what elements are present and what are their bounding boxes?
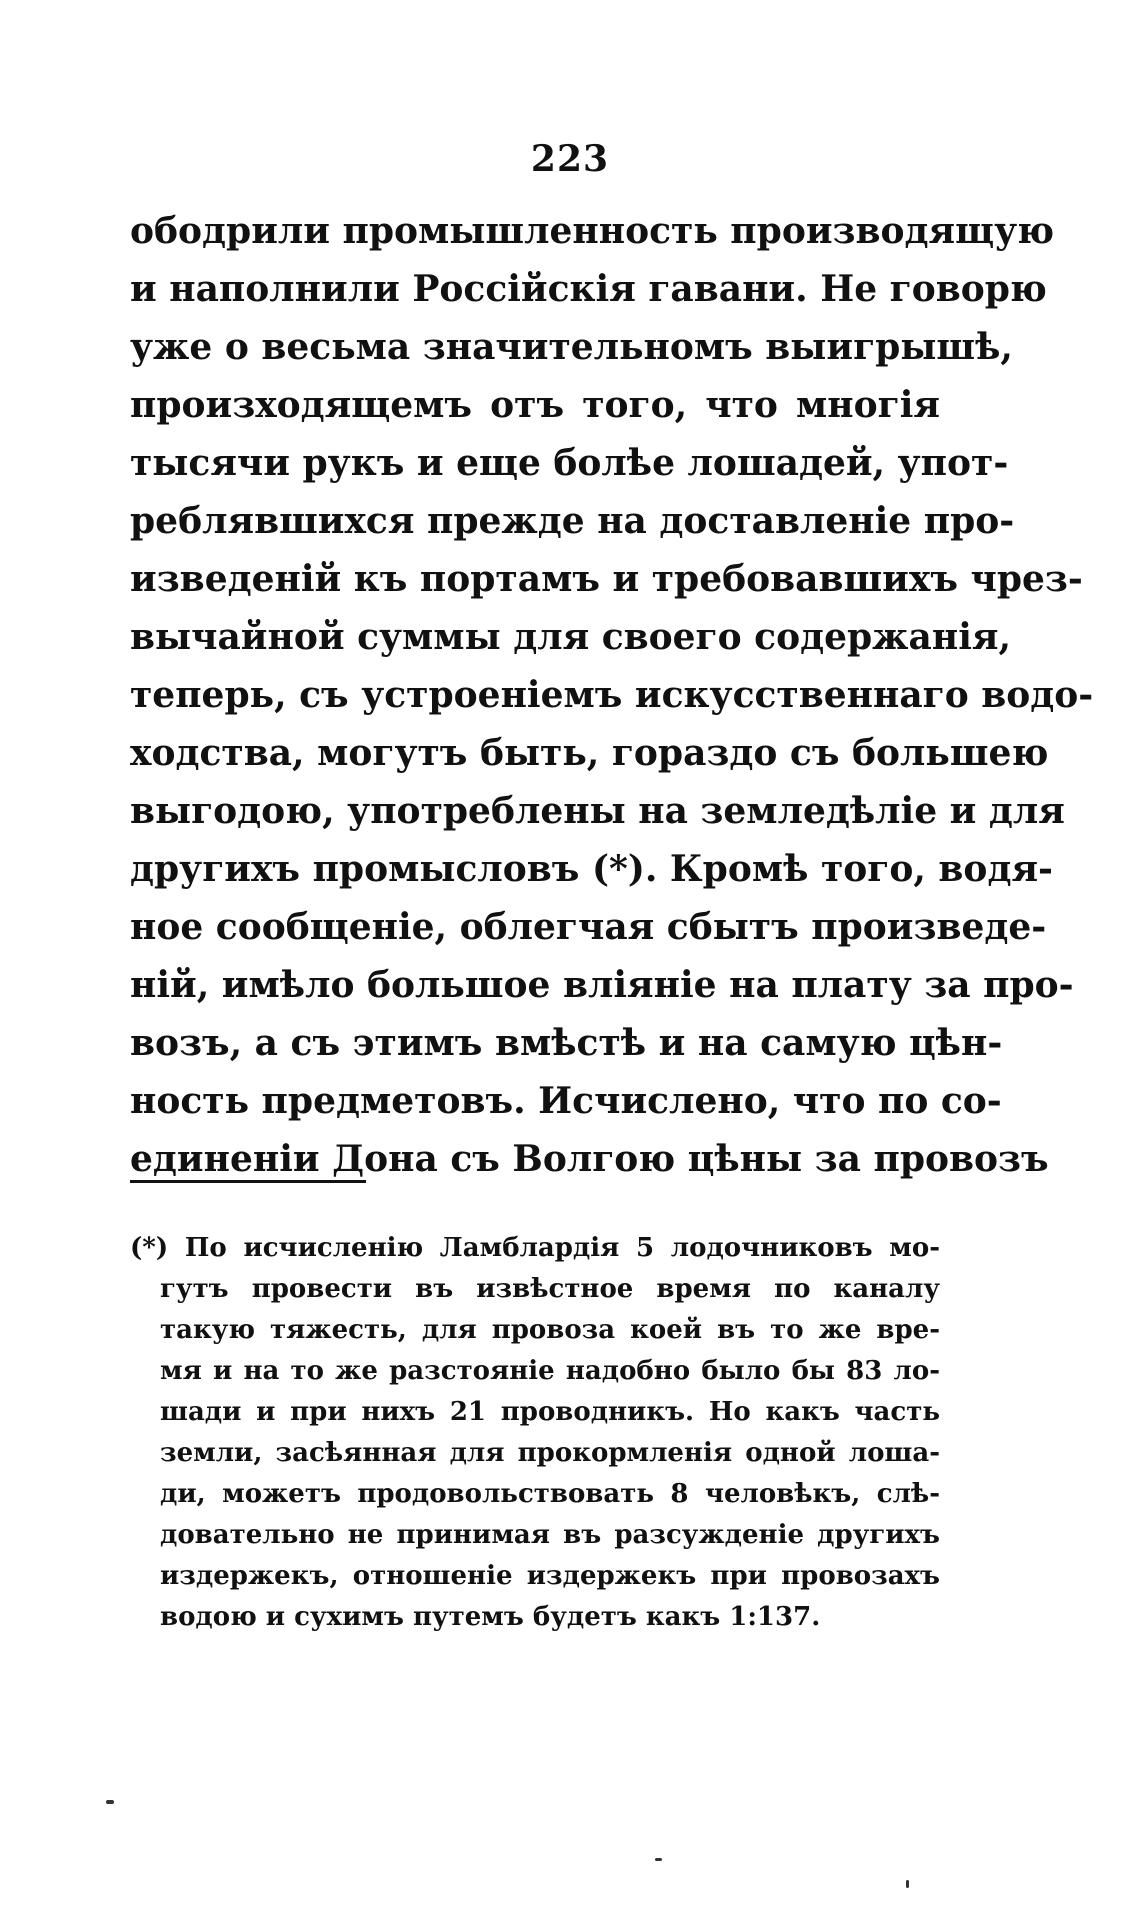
- main-text-line: теперь, съ устроеніемъ искусственнаго водо-: [130, 674, 1094, 716]
- page-number: 223: [530, 138, 610, 180]
- main-text-line: вычайной суммы для своего содержанія,: [130, 616, 1011, 658]
- main-text-line: ное сообщеніе, облегчая сбытъ произведе-: [130, 906, 1047, 948]
- footnote-line: гутъ провести въ извѣстное время по каналу: [160, 1274, 940, 1304]
- footnote-divider: [130, 1180, 366, 1183]
- main-text-line: ходства, могутъ быть, гораздо съ большею: [130, 732, 1049, 774]
- print-speck: [655, 1858, 662, 1861]
- main-text-line: изведеній къ портамъ и требовавшихъ чрез-: [130, 558, 1083, 600]
- footnote-line: мя и на то же разстояніе надобно было бы 83 ло-: [160, 1356, 940, 1386]
- print-speck: [106, 1800, 114, 1804]
- main-text-line: тысячи рукъ и еще болѣе лошадей, упот-: [130, 442, 1009, 484]
- footnote-block: [130, 1228, 940, 1638]
- main-text-line: реблявшихся прежде на доставленіе про-: [130, 500, 1015, 542]
- main-text-line: другихъ промысловъ (*). Кромѣ того, водя-: [130, 848, 1053, 890]
- footnote-line: (*) По исчисленію Ламблардія 5 лодочниковъ мо-: [130, 1233, 940, 1263]
- footnote-line: ди, можетъ продовольствовать 8 человѣкъ, слѣ-: [160, 1479, 940, 1509]
- footnote-line: такую тяжесть, для провоза коей въ то же вре-: [160, 1315, 940, 1345]
- main-text-line: ободрили промышленность производящую: [130, 210, 1055, 252]
- main-text-block: [130, 202, 1094, 1188]
- footnote-line: издержекъ, отношеніе издержекъ при провозахъ: [160, 1561, 940, 1591]
- footnote-line: шади и при нихъ 21 проводникъ. Но какъ часть: [160, 1397, 940, 1427]
- main-text-line: ность предметовъ. Исчислено, что по со-: [130, 1080, 1002, 1122]
- main-text-line: возъ, а съ этимъ вмѣстѣ и на самую цѣн-: [130, 1022, 1003, 1064]
- main-text-line: произходящемъ отъ того, что многія: [130, 384, 940, 426]
- main-text-line: уже о весьма значительномъ выигрышѣ,: [130, 326, 1013, 368]
- main-text-line: выгодою, употреблены на земледѣліе и для: [130, 790, 1065, 832]
- footnote-line: земли, засѣянная для прокормленія одной лоша-: [160, 1438, 940, 1468]
- footnote-line: довательно не принимая въ разсужденіе другихъ: [160, 1520, 940, 1550]
- main-text-line: ній, имѣло большое вліяніе на плату за про-: [130, 964, 1074, 1006]
- main-text-line: единеніи Дона съ Волгою цѣны за провозъ: [130, 1138, 1049, 1180]
- footnote-line: водою и сухимъ путемъ будетъ какъ 1:137.: [160, 1602, 821, 1632]
- print-speck: [906, 1880, 909, 1888]
- main-text-line: и наполнили Россійскія гавани. Не говорю: [130, 268, 1047, 310]
